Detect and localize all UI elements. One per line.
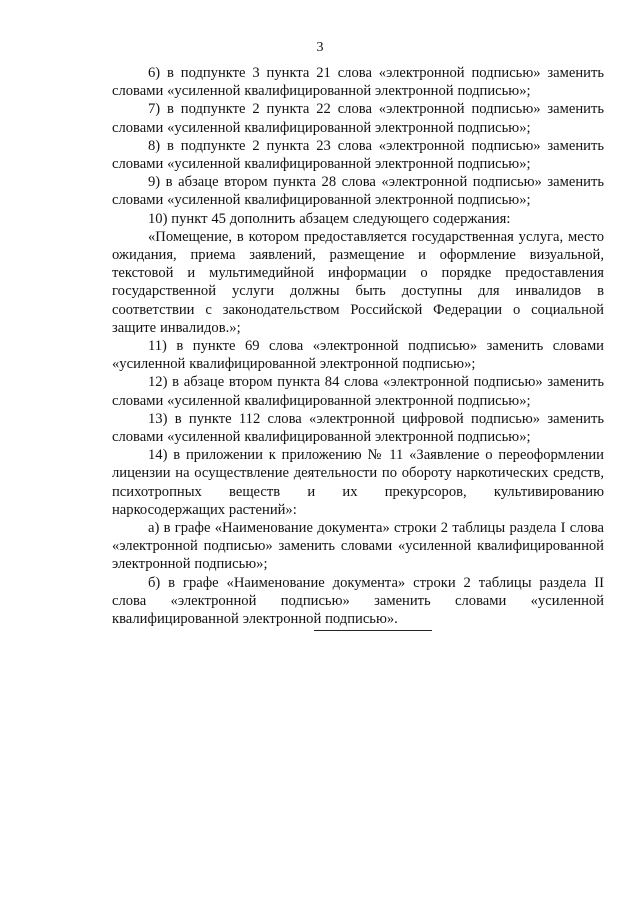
amendment-item-6: 6) в подпункте 3 пункта 21 слова «электронной подписью» заменить словами «усиленной квалифицированной электронной подписью»; xyxy=(112,65,604,100)
amendment-item-11: 11) в пункте 69 слова «электронной подписью» заменить словами «усиленной квалифицированной электронной подписью»; xyxy=(112,338,604,373)
quoted-insertion-paragraph: «Помещение, в котором предоставляется государственная услуга, место ожидания, приема заявлений, размещение и оформление визуальной, текстовой и мультимедийной информации о порядке предоставления государственной услуги должны быть доступны для инвалидов в соответствии с законодательством Российской Федерации о социальной защите инвалидов.»; xyxy=(112,228,604,336)
amendment-item-10: 10) пункт 45 дополнить абзацем следующего содержания: xyxy=(148,210,511,227)
amendment-item-12: 12) в абзаце втором пункта 84 слова «электронной подписью» заменить словами «усиленной квалифицированной электронной подписью»; xyxy=(112,374,604,409)
end-divider-line xyxy=(314,630,432,631)
document-body xyxy=(112,64,604,628)
amendment-subitem-b: б) в графе «Наименование документа» строки 2 таблицы раздела II слова «электронной подписью» заменить словами «усиленной квалифицированной электронной подписью». xyxy=(112,574,604,628)
page-number: 3 xyxy=(316,40,324,55)
amendment-subitem-a: а) в графе «Наименование документа» строки 2 таблицы раздела I слова «электронной подписью» заменить словами «усиленной квалифицированной электронной подписью»; xyxy=(112,520,604,573)
amendment-item-13: 13) в пункте 112 слова «электронной цифровой подписью» заменить словами «усиленной квалифицированной электронной подписью»; xyxy=(112,410,604,446)
amendment-item-9: 9) в абзаце втором пункта 28 слова «электронной подписью» заменить словами «усиленной квалифицированной электронной подписью»; xyxy=(112,174,604,209)
amendment-item-8: 8) в подпункте 2 пункта 23 слова «электронной подписью» заменить словами «усиленной квалифицированной электронной подписью»; xyxy=(112,137,604,173)
amendment-item-14: 14) в приложении к приложению № 11 «Заявление о переоформлении лицензии на осуществление деятельности по обороту наркотических средств, психотропных веществ и их прекурсоров, культивированию наркосодержащих растений»: xyxy=(112,447,604,518)
amendment-item-7: 7) в подпункте 2 пункта 22 слова «электронной подписью» заменить словами «усиленной квалифицированной электронной подписью»; xyxy=(112,101,604,136)
